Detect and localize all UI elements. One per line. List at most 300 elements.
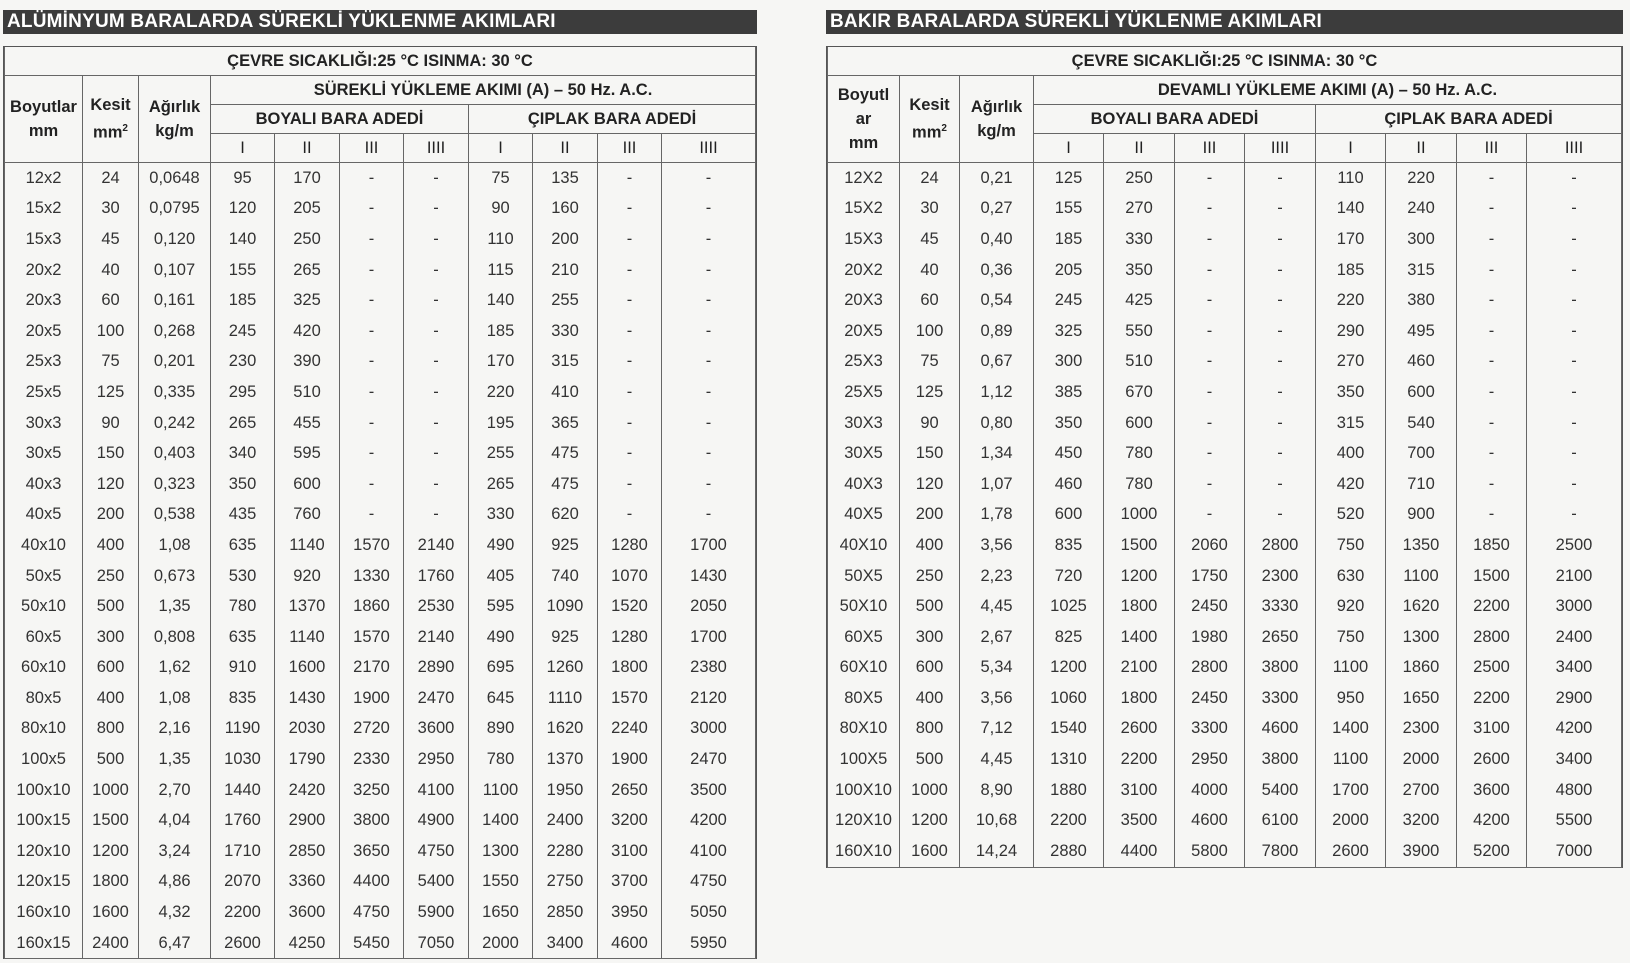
table-cell: 2380: [662, 653, 756, 684]
table-cell: 24: [83, 163, 139, 194]
count-header: III: [1175, 134, 1245, 163]
table-cell: 1200: [83, 836, 139, 867]
table-cell: 3600: [404, 714, 469, 745]
table-cell: 1100: [469, 775, 533, 806]
table-cell: 4600: [598, 928, 662, 959]
table-row: [828, 163, 1622, 194]
current-header: DEVAMLI YÜKLEME AKIMI (A) – 50 Hz. A.C.: [1034, 76, 1622, 105]
table-cell: 2400: [1527, 622, 1622, 653]
table-cell: 255: [469, 438, 533, 469]
table-cell: 2050: [662, 591, 756, 622]
table-cell: -: [662, 347, 756, 378]
table-cell: 50x10: [5, 591, 83, 622]
table-cell: -: [1245, 500, 1316, 531]
table-cell: 1,08: [139, 683, 211, 714]
table-cell: 20X3: [828, 285, 900, 316]
table-cell: 0,0795: [139, 194, 211, 225]
table-cell: 140: [1316, 194, 1386, 225]
table-cell: 0,673: [139, 561, 211, 592]
table-row: [828, 530, 1622, 561]
table-cell: 0,242: [139, 408, 211, 439]
count-header: III: [598, 134, 662, 163]
table-row: [828, 224, 1622, 255]
table-cell: 340: [211, 438, 275, 469]
table-cell: 1000: [83, 775, 139, 806]
table-cell: 45: [900, 224, 960, 255]
table-cell: 40X3: [828, 469, 900, 500]
table-cell: 20x3: [5, 285, 83, 316]
table-cell: 2400: [83, 928, 139, 959]
table-cell: 3400: [1527, 744, 1622, 775]
table-cell: 1350: [1386, 530, 1457, 561]
table-cell: 20x5: [5, 316, 83, 347]
table-cell: 3,56: [960, 530, 1034, 561]
table-cell: 4600: [1175, 805, 1245, 836]
table-row: [5, 408, 756, 439]
table-cell: 45: [83, 224, 139, 255]
table-cell: 1570: [598, 683, 662, 714]
table-cell: 220: [1316, 285, 1386, 316]
table-cell: -: [340, 377, 404, 408]
table-cell: -: [404, 285, 469, 316]
table-cell: 5200: [1457, 836, 1527, 867]
dims-header: Boyutl ar mm: [828, 76, 900, 163]
table-cell: 1030: [211, 744, 275, 775]
table-cell: 825: [1034, 622, 1104, 653]
table-cell: 60X10: [828, 653, 900, 684]
table-cell: 200: [900, 500, 960, 531]
table-cell: -: [404, 438, 469, 469]
table-cell: 25X5: [828, 377, 900, 408]
table-cell: 3900: [1386, 836, 1457, 867]
table-cell: 4250: [275, 928, 340, 959]
table-cell: 1650: [469, 897, 533, 928]
table-row: [5, 530, 756, 561]
table-cell: -: [662, 408, 756, 439]
table-cell: 1070: [598, 561, 662, 592]
table-cell: 170: [275, 163, 340, 194]
table-cell: 3800: [1245, 653, 1316, 684]
table-cell: 4800: [1527, 775, 1622, 806]
table-cell: 4200: [1527, 714, 1622, 745]
table-cell: 0,0648: [139, 163, 211, 194]
copper-table-wrapper: [826, 46, 1623, 868]
table-cell: 1,34: [960, 438, 1034, 469]
table-cell: 125: [1034, 163, 1104, 194]
table-cell: 1100: [1386, 561, 1457, 592]
table-cell: 1330: [340, 561, 404, 592]
table-cell: 2470: [404, 683, 469, 714]
table-cell: 150: [900, 438, 960, 469]
table-cell: 4400: [1104, 836, 1175, 867]
table-cell: 500: [900, 744, 960, 775]
table-cell: 125: [900, 377, 960, 408]
table-cell: -: [1175, 408, 1245, 439]
table-cell: 1400: [469, 805, 533, 836]
table-cell: -: [598, 347, 662, 378]
table-cell: 380: [1386, 285, 1457, 316]
copper-table: [827, 47, 1622, 868]
table-cell: 780: [211, 591, 275, 622]
table-cell: -: [598, 377, 662, 408]
table-cell: 1700: [1316, 775, 1386, 806]
table-cell: 115: [469, 255, 533, 286]
table-cell: 2450: [1175, 591, 1245, 622]
table-cell: 835: [211, 683, 275, 714]
table-row: [828, 775, 1622, 806]
table-cell: -: [598, 500, 662, 531]
table-cell: 2470: [662, 744, 756, 775]
table-cell: 40X5: [828, 500, 900, 531]
table-cell: -: [1457, 316, 1527, 347]
table-cell: 1190: [211, 714, 275, 745]
table-cell: 300: [1386, 224, 1457, 255]
table-cell: 2700: [1386, 775, 1457, 806]
table-cell: 1440: [211, 775, 275, 806]
table-cell: 1950: [533, 775, 598, 806]
table-cell: 15x2: [5, 194, 83, 225]
table-cell: 1400: [1316, 714, 1386, 745]
table-cell: 2200: [1457, 591, 1527, 622]
table-cell: 2850: [275, 836, 340, 867]
table-cell: 835: [1034, 530, 1104, 561]
table-row: [828, 285, 1622, 316]
table-cell: 12x2: [5, 163, 83, 194]
table-cell: -: [404, 469, 469, 500]
table-cell: 3000: [662, 714, 756, 745]
table-cell: 1500: [1104, 530, 1175, 561]
table-cell: 95: [211, 163, 275, 194]
table-cell: 6,47: [139, 928, 211, 959]
table-cell: -: [340, 469, 404, 500]
table-cell: 250: [1104, 163, 1175, 194]
table-cell: 3200: [598, 805, 662, 836]
table-cell: 5450: [340, 928, 404, 959]
table-cell: 2400: [533, 805, 598, 836]
table-cell: 3800: [340, 805, 404, 836]
table-cell: -: [1245, 285, 1316, 316]
table-cell: -: [1245, 408, 1316, 439]
table-cell: -: [404, 316, 469, 347]
table-cell: 20x2: [5, 255, 83, 286]
table-cell: 0,67: [960, 347, 1034, 378]
table-row: [828, 653, 1622, 684]
table-cell: 2000: [1316, 805, 1386, 836]
table-cell: 1200: [1104, 561, 1175, 592]
table-cell: -: [1457, 408, 1527, 439]
table-cell: 75: [469, 163, 533, 194]
table-row: [5, 805, 756, 836]
section-header: Kesit $mm^2$: [900, 76, 960, 163]
table-cell: -: [1527, 285, 1622, 316]
table-row: [828, 469, 1622, 500]
table-cell: 1700: [662, 622, 756, 653]
table-cell: 1260: [533, 653, 598, 684]
table-cell: 1700: [662, 530, 756, 561]
table-cell: 500: [83, 591, 139, 622]
table-cell: 890: [469, 714, 533, 745]
table-row: [828, 561, 1622, 592]
table-cell: 1430: [275, 683, 340, 714]
table-cell: 710: [1386, 469, 1457, 500]
table-cell: 2900: [1527, 683, 1622, 714]
table-cell: 2300: [1245, 561, 1316, 592]
table-cell: 265: [211, 408, 275, 439]
table-cell: 2170: [340, 653, 404, 684]
table-cell: 0,808: [139, 622, 211, 653]
copper-table-body: [828, 163, 1622, 868]
table-cell: 200: [83, 500, 139, 531]
table-cell: -: [1245, 347, 1316, 378]
table-cell: 110: [469, 224, 533, 255]
table-cell: 700: [1386, 438, 1457, 469]
table-cell: 450: [1034, 438, 1104, 469]
table-cell: 160X10: [828, 836, 900, 867]
table-cell: 4750: [404, 836, 469, 867]
table-cell: 5800: [1175, 836, 1245, 867]
table-cell: 1100: [1316, 744, 1386, 775]
table-cell: 350: [1316, 377, 1386, 408]
table-cell: 40: [900, 255, 960, 286]
table-cell: 3250: [340, 775, 404, 806]
table-row: [5, 683, 756, 714]
table-cell: 4750: [662, 867, 756, 898]
table-cell: 400: [83, 683, 139, 714]
table-cell: 510: [275, 377, 340, 408]
table-cell: 2600: [211, 928, 275, 959]
table-cell: -: [1457, 224, 1527, 255]
table-cell: -: [1175, 469, 1245, 500]
table-cell: -: [1527, 224, 1622, 255]
table-row: [5, 867, 756, 898]
table-cell: 100: [900, 316, 960, 347]
table-cell: 290: [1316, 316, 1386, 347]
table-cell: 2600: [1316, 836, 1386, 867]
ambient-header: ÇEVRE SICAKLIĞI:25 °C ISINMA: 30 °C: [5, 47, 756, 76]
table-cell: 1000: [900, 775, 960, 806]
table-cell: 255: [533, 285, 598, 316]
table-cell: 5900: [404, 897, 469, 928]
table-cell: 1200: [900, 805, 960, 836]
table-cell: 160x15: [5, 928, 83, 959]
table-cell: 2800: [1245, 530, 1316, 561]
table-cell: 3,24: [139, 836, 211, 867]
table-cell: 595: [469, 591, 533, 622]
table-cell: -: [1457, 347, 1527, 378]
table-cell: 1790: [275, 744, 340, 775]
table-cell: 1310: [1034, 744, 1104, 775]
table-cell: 630: [1316, 561, 1386, 592]
table-cell: 300: [83, 622, 139, 653]
table-cell: 475: [533, 438, 598, 469]
table-cell: 2200: [211, 897, 275, 928]
weight-header: Ağırlık kg/m: [139, 76, 211, 163]
table-cell: -: [662, 255, 756, 286]
table-cell: 0,21: [960, 163, 1034, 194]
table-cell: -: [340, 224, 404, 255]
table-cell: 30X5: [828, 438, 900, 469]
table-cell: 7000: [1527, 836, 1622, 867]
table-cell: 420: [275, 316, 340, 347]
table-cell: 2,23: [960, 561, 1034, 592]
table-cell: 40x10: [5, 530, 83, 561]
table-cell: 2800: [1175, 653, 1245, 684]
table-cell: -: [598, 469, 662, 500]
table-cell: 2500: [1527, 530, 1622, 561]
table-cell: 1,07: [960, 469, 1034, 500]
table-cell: 405: [469, 561, 533, 592]
table-cell: 1800: [598, 653, 662, 684]
aluminum-table-wrapper: [3, 46, 757, 959]
table-cell: 1025: [1034, 591, 1104, 622]
table-cell: 90: [900, 408, 960, 439]
table-cell: 925: [533, 530, 598, 561]
table-cell: 2100: [1527, 561, 1622, 592]
table-cell: 4100: [662, 836, 756, 867]
table-cell: 1760: [211, 805, 275, 836]
table-cell: 0,403: [139, 438, 211, 469]
table-row: [828, 714, 1622, 745]
table-cell: 1370: [275, 591, 340, 622]
table-cell: -: [598, 194, 662, 225]
table-cell: -: [1527, 194, 1622, 225]
table-cell: -: [1457, 163, 1527, 194]
count-header: I: [211, 134, 275, 163]
table-cell: 80X10: [828, 714, 900, 745]
table-cell: 60: [900, 285, 960, 316]
table-cell: 400: [900, 683, 960, 714]
table-row: [5, 561, 756, 592]
table-cell: 500: [83, 744, 139, 775]
table-cell: 550: [1104, 316, 1175, 347]
table-cell: 8,90: [960, 775, 1034, 806]
table-cell: 60x10: [5, 653, 83, 684]
table-cell: -: [1245, 255, 1316, 286]
table-cell: 4100: [404, 775, 469, 806]
table-cell: 0,89: [960, 316, 1034, 347]
table-cell: 60x5: [5, 622, 83, 653]
table-row: [5, 500, 756, 531]
table-cell: 40x3: [5, 469, 83, 500]
table-cell: 60: [83, 285, 139, 316]
count-header: III: [340, 134, 404, 163]
table-cell: 400: [1316, 438, 1386, 469]
table-cell: -: [662, 438, 756, 469]
table-cell: -: [340, 285, 404, 316]
table-cell: 250: [275, 224, 340, 255]
table-cell: 3500: [662, 775, 756, 806]
table-cell: 120: [83, 469, 139, 500]
table-cell: 600: [900, 653, 960, 684]
table-cell: 60X5: [828, 622, 900, 653]
table-cell: 1500: [83, 805, 139, 836]
table-cell: 4900: [404, 805, 469, 836]
table-cell: 490: [469, 530, 533, 561]
table-cell: 170: [1316, 224, 1386, 255]
table-row: [5, 836, 756, 867]
table-cell: -: [1175, 316, 1245, 347]
table-cell: 1100: [1316, 653, 1386, 684]
table-cell: 3700: [598, 867, 662, 898]
table-row: [5, 744, 756, 775]
table-cell: 2200: [1104, 744, 1175, 775]
table-cell: 100X5: [828, 744, 900, 775]
table-cell: 1110: [533, 683, 598, 714]
table-cell: 5400: [1245, 775, 1316, 806]
table-cell: 80x5: [5, 683, 83, 714]
table-cell: -: [662, 500, 756, 531]
count-header: IIII: [662, 134, 756, 163]
table-cell: -: [598, 163, 662, 194]
table-cell: -: [404, 500, 469, 531]
table-cell: 1600: [900, 836, 960, 867]
table-cell: 3500: [1104, 805, 1175, 836]
table-cell: 1400: [1104, 622, 1175, 653]
table-cell: -: [1457, 194, 1527, 225]
table-cell: 1600: [275, 653, 340, 684]
table-cell: 740: [533, 561, 598, 592]
table-cell: 195: [469, 408, 533, 439]
table-cell: 15X2: [828, 194, 900, 225]
table-cell: 780: [1104, 469, 1175, 500]
table-cell: 20X5: [828, 316, 900, 347]
table-row: [5, 622, 756, 653]
table-cell: 1860: [340, 591, 404, 622]
table-cell: 0,80: [960, 408, 1034, 439]
table-cell: -: [662, 163, 756, 194]
table-cell: 1000: [1104, 500, 1175, 531]
table-cell: -: [1175, 500, 1245, 531]
table-cell: 3000: [1527, 591, 1622, 622]
table-cell: 365: [533, 408, 598, 439]
table-cell: 400: [83, 530, 139, 561]
table-cell: 15X3: [828, 224, 900, 255]
table-cell: 150: [83, 438, 139, 469]
table-cell: -: [1245, 194, 1316, 225]
table-cell: 510: [1104, 347, 1175, 378]
table-cell: 160x10: [5, 897, 83, 928]
table-cell: 2000: [1386, 744, 1457, 775]
table-cell: 3360: [275, 867, 340, 898]
count-header: II: [1386, 134, 1457, 163]
table-cell: 140: [211, 224, 275, 255]
table-cell: -: [1457, 469, 1527, 500]
table-cell: 220: [469, 377, 533, 408]
table-cell: 12X2: [828, 163, 900, 194]
table-cell: 2070: [211, 867, 275, 898]
bare-header: ÇIPLAK BARA ADEDİ: [469, 105, 756, 134]
ambient-header: ÇEVRE SICAKLIĞI:25 °C ISINMA: 30 °C: [828, 47, 1622, 76]
table-cell: -: [1527, 469, 1622, 500]
table-cell: 50X5: [828, 561, 900, 592]
table-cell: -: [404, 163, 469, 194]
table-cell: 2140: [404, 622, 469, 653]
table-cell: 1090: [533, 591, 598, 622]
table-cell: 350: [1034, 408, 1104, 439]
table-cell: 5500: [1527, 805, 1622, 836]
table-cell: -: [1245, 377, 1316, 408]
table-cell: 350: [211, 469, 275, 500]
table-cell: 155: [1034, 194, 1104, 225]
table-row: [828, 194, 1622, 225]
table-row: [828, 622, 1622, 653]
table-row: [828, 836, 1622, 867]
table-cell: 1280: [598, 530, 662, 561]
table-cell: 1850: [1457, 530, 1527, 561]
painted-header: BOYALI BARA ADEDİ: [211, 105, 469, 134]
table-cell: 530: [211, 561, 275, 592]
table-cell: 780: [1104, 438, 1175, 469]
